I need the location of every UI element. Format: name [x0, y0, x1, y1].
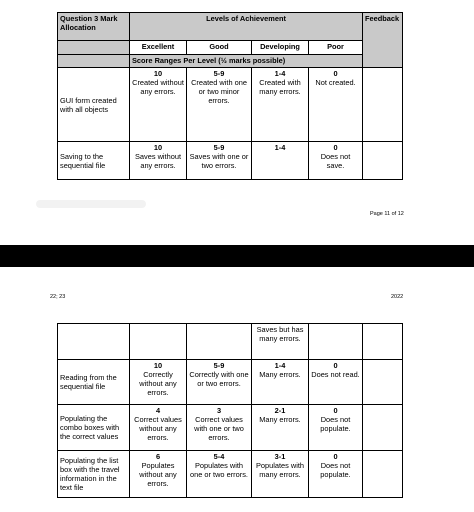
table-row — [58, 405, 403, 451]
blank-cell — [58, 324, 130, 360]
score-cell — [187, 68, 252, 142]
score-value: 4 — [155, 406, 161, 415]
score-value: 10 — [153, 69, 163, 78]
table-row — [58, 324, 403, 360]
score-value: 2-1 — [274, 406, 286, 415]
score-cell — [252, 68, 309, 142]
score-value: 5-4 — [213, 452, 225, 461]
score-description: Correct values without any errors. — [134, 415, 182, 442]
criterion-cell: Populating the combo boxes with the correct values — [58, 405, 130, 451]
score-cell — [187, 142, 252, 180]
score-description: Populates without any errors. — [139, 461, 177, 488]
score-description: Created with one or two minor errors. — [191, 78, 247, 105]
level-good: Good — [187, 41, 252, 55]
criterion-cell: Saving to the sequential file — [58, 142, 130, 180]
score-value: 0 — [333, 406, 338, 415]
table-row — [58, 68, 403, 142]
score-value: 3 — [216, 406, 222, 415]
score-description: Populates with one or two errors. — [190, 461, 248, 479]
score-cell — [252, 405, 309, 451]
feedback-cell — [363, 360, 403, 405]
score-cell — [130, 451, 187, 498]
blank-cell — [187, 324, 252, 360]
score-value: 10 — [153, 361, 163, 370]
score-value: 1-4 — [274, 69, 286, 78]
score-cell — [309, 360, 363, 405]
feedback-cell — [363, 324, 403, 360]
score-description: Correctly without any errors. — [139, 370, 177, 397]
rubric-table-page-11 — [57, 12, 403, 180]
score-cell — [130, 142, 187, 180]
rubric-table-page-12 — [57, 323, 403, 498]
score-description: Not created. — [315, 78, 356, 87]
blurred-footer-text — [36, 200, 146, 208]
score-description: Correct values with one or two errors. — [194, 415, 244, 442]
score-ranges-label: Score Ranges Per Level (½ marks possible) — [130, 55, 363, 68]
table-row — [58, 451, 403, 498]
feedback-cell — [363, 68, 403, 142]
blank-cell — [309, 324, 363, 360]
blank-cell — [130, 324, 187, 360]
score-cell — [187, 360, 252, 405]
score-description: Populates with many errors. — [255, 461, 305, 479]
score-value: 1-4 — [274, 361, 286, 370]
criterion-cell: Reading from the sequential file — [58, 360, 130, 405]
score-description: Correctly with one or two errors. — [189, 370, 249, 388]
score-description: Does not save. — [320, 152, 351, 170]
score-cell — [309, 142, 363, 180]
score-cell — [130, 360, 187, 405]
mark-allocation-header: Question 3 Mark Allocation — [58, 13, 130, 41]
page-number: Page 11 of 12 — [370, 211, 404, 217]
criterion-cell: GUI form created with all objects — [58, 68, 130, 142]
feedback-cell — [363, 142, 403, 180]
score-value: 5-9 — [213, 143, 225, 152]
score-value: 0 — [333, 452, 338, 461]
feedback-cell — [363, 405, 403, 451]
level-poor: Poor — [309, 41, 363, 55]
score-value: 0 — [333, 143, 338, 152]
level-developing: Developing — [252, 41, 309, 55]
score-cell — [252, 142, 309, 180]
score-description: Created without any errors. — [132, 78, 184, 96]
score-value: 6 — [155, 452, 161, 461]
score-description: Created with many errors. — [259, 78, 301, 96]
score-value: 0 — [333, 69, 338, 78]
feedback-header: Feedback — [363, 13, 403, 68]
score-cell — [130, 68, 187, 142]
score-cell — [309, 451, 363, 498]
score-cell — [130, 405, 187, 451]
date-stamp: 22; 23 — [50, 294, 66, 300]
page-divider — [0, 245, 474, 267]
score-description: Many errors. — [259, 415, 301, 424]
score-description: Saves with one or two errors. — [189, 152, 249, 170]
score-cell — [187, 405, 252, 451]
score-description: Does not populate. — [320, 415, 351, 433]
score-value: 1-4 — [274, 143, 286, 152]
score-value: 0 — [333, 361, 338, 370]
score-cell — [309, 68, 363, 142]
year-label: 2022 — [391, 294, 404, 300]
score-description: Does not populate. — [320, 461, 351, 479]
header-blank-cell — [58, 55, 130, 68]
score-value: 3-1 — [274, 452, 286, 461]
score-cell — [252, 451, 309, 498]
feedback-cell — [363, 451, 403, 498]
score-cell — [309, 405, 363, 451]
levels-of-achievement-header: Levels of Achievement — [130, 13, 363, 41]
score-description: Many errors. — [259, 370, 301, 379]
score-description: Does not read. — [311, 370, 360, 379]
header-blank-cell — [58, 41, 130, 55]
table-row — [58, 360, 403, 405]
level-excellent: Excellent — [130, 41, 187, 55]
table-row — [58, 142, 403, 180]
score-cell — [187, 451, 252, 498]
criterion-cell: Populating the list box with the travel information in the text file — [58, 451, 130, 498]
score-value: 5-9 — [213, 69, 225, 78]
score-description: Saves without any errors. — [134, 152, 181, 170]
continued-developing-cell: Saves but has many errors. — [252, 324, 309, 360]
score-value: 10 — [153, 143, 163, 152]
score-cell — [252, 360, 309, 405]
score-value: 5-9 — [213, 361, 225, 370]
